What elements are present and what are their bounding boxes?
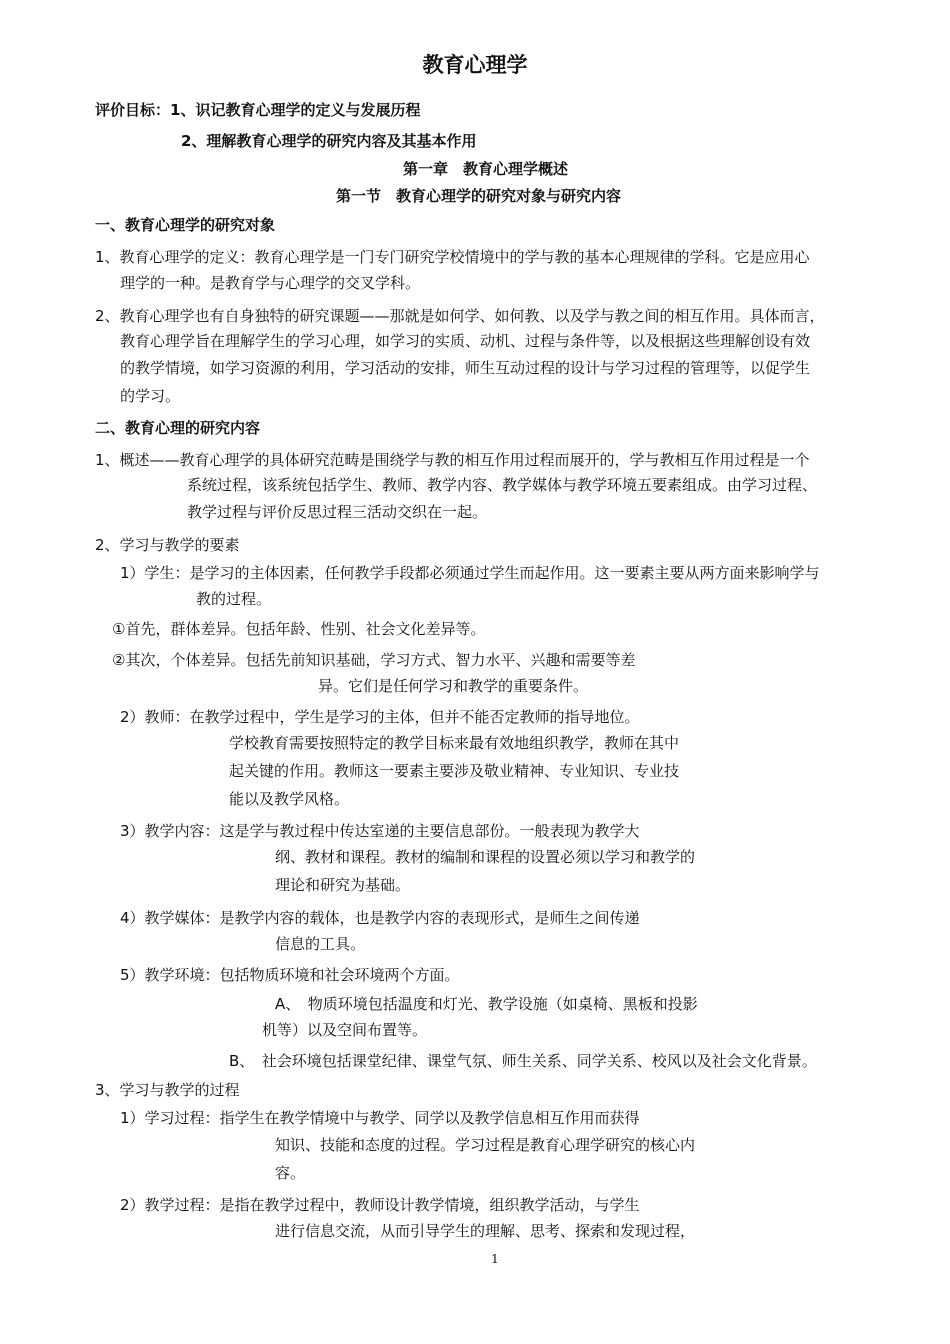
subheading: 2、学习与教学的要素 [95, 536, 240, 554]
paragraph-line: 5）教学环境：包括物质环境和社会环境两个方面。 [120, 966, 460, 984]
paragraph-line: 知识、技能和态度的过程。学习过程是教育心理学研究的核心内 [275, 1136, 696, 1154]
paragraph-line: 2、教育心理学也有自身独特的研究课题——那就是如何学、如何教、以及学与教之间的相互作用。具体而言， [95, 307, 825, 325]
paragraph-line: 的教学情境，如学习资源的利用，学习活动的安排，师生互动过程的设计与学习过程的管理等，以促学生 [120, 359, 811, 377]
page-number: 1 [491, 1252, 499, 1266]
paragraph-line: 的学习。 [120, 387, 181, 405]
paragraph-line: 进行信息交流，从而引导学生的理解、思考、探索和发现过程， [275, 1222, 696, 1240]
paragraph-line: 系统过程，该系统包括学生、教师、教学内容、教学媒体与教学环境五要素组成。由学习过程、 [187, 476, 818, 494]
paragraph-line: 理学的一种。是教育学与心理学的交叉学科。 [120, 274, 421, 292]
paragraph-line: 1）学习过程：指学生在教学情境中与教学、同学以及教学信息相互作用而获得 [120, 1109, 640, 1127]
paragraph-line: 4）教学媒体：是教学内容的载体，也是教学内容的表现形式，是师生之间传递 [120, 909, 640, 927]
objective-line-2: 2、理解教育心理学的研究内容及其基本作用 [181, 132, 477, 150]
paragraph-line: 学校教育需要按照特定的教学目标来最有效地组织教学，教师在其中 [229, 734, 680, 752]
section-heading: 第一节 教育心理学的研究对象与研究内容 [336, 187, 622, 205]
paragraph-line: 理论和研究为基础。 [275, 876, 411, 894]
paragraph-line: 2）教师：在教学过程中，学生是学习的主体，但并不能否定教师的指导地位。 [120, 708, 640, 726]
paragraph-line: 教学过程与评价反思过程三活动交织在一起。 [187, 503, 488, 521]
paragraph-line: 容。 [275, 1164, 306, 1182]
paragraph-line: 教育心理学旨在理解学生的学习心理，如学习的实质、动机、过程与条件等，以及根据这些理解创设有效 [120, 332, 811, 350]
subheading: 3、学习与教学的过程 [95, 1081, 240, 1099]
chapter-heading: 第一章 教育心理学概述 [403, 160, 569, 178]
paragraph-line: 1、教育心理学的定义：教育心理学是一门专门研究学校情境中的学与教的基本心理规律的学科。它是应用心 [95, 248, 810, 266]
paragraph-line: 异。它们是任何学习和教学的重要条件。 [318, 677, 589, 695]
paragraph-line: 2）教学过程：是指在教学过程中，教师设计教学情境，组织教学活动，与学生 [120, 1196, 640, 1214]
paragraph-line: 纲、教材和课程。教材的编制和课程的设置必须以学习和教学的 [275, 848, 696, 866]
objective-line-1: 评价目标：1、识记教育心理学的定义与发展历程 [95, 101, 421, 119]
paragraph-line: B、 社会环境包括课堂纪律、课堂气氛、师生关系、同学关系、校风以及社会文化背景。 [229, 1052, 817, 1070]
part1-heading: 一、教育心理学的研究对象 [95, 216, 276, 234]
document-title: 教育心理学 [422, 53, 528, 77]
paragraph-line: 1）学生：是学习的主体因素，任何教学手段都必须通过学生而起作用。这一要素主要从两方面来影响学与 [120, 564, 820, 582]
paragraph-line: 3）教学内容：这是学与教过程中传达室递的主要信息部份。一般表现为教学大 [120, 822, 640, 840]
paragraph-line: 起关键的作用。教师这一要素主要涉及敬业精神、专业知识、专业技 [229, 762, 680, 780]
paragraph-line: ②其次，个体差异。包括先前知识基础，学习方式、智力水平、兴趣和需要等差 [112, 651, 636, 669]
paragraph-line: 1、概述——教育心理学的具体研究范畴是围绕学与教的相互作用过程而展开的，学与教相互作用过程是一个 [95, 451, 810, 469]
paragraph-line: 能以及教学风格。 [229, 790, 350, 808]
paragraph-line: 机等）以及空间布置等。 [262, 1021, 428, 1039]
paragraph-line: 教的过程。 [196, 590, 272, 608]
paragraph-line: ①首先，群体差异。包括年龄、性别、社会文化差异等。 [112, 620, 486, 638]
paragraph-line: 信息的工具。 [275, 935, 366, 953]
paragraph-line: A、 物质环境包括温度和灯光、教学设施（如桌椅、黑板和投影 [275, 995, 698, 1013]
part2-heading: 二、教育心理的研究内容 [95, 419, 261, 437]
